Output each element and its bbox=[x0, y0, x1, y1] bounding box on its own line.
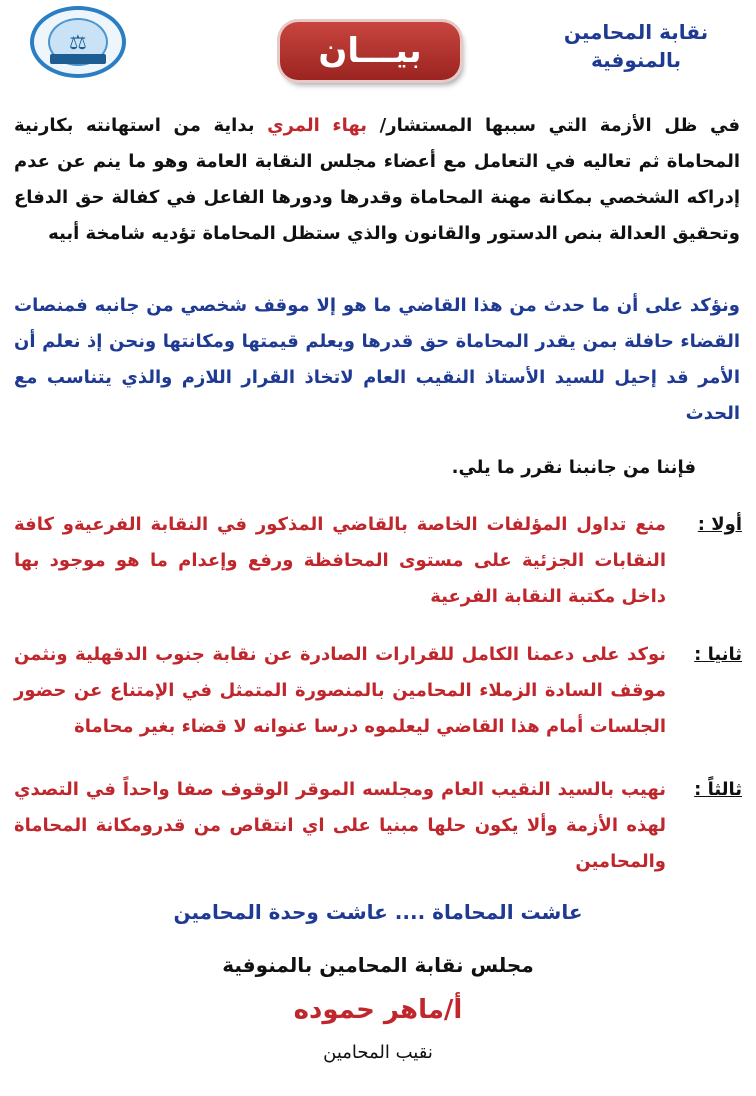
counselor-name: بهاء المري bbox=[267, 115, 368, 136]
paragraph-intro bbox=[14, 108, 740, 252]
decision-intro: فإننا من جانبنا نقرر ما يلي. bbox=[451, 457, 696, 478]
decision-item-1 bbox=[14, 507, 742, 615]
decision-item-label: أولا : bbox=[697, 514, 742, 535]
decision-item-2 bbox=[14, 637, 742, 745]
decision-item-text: نهيب بالسيد النقيب العام ومجلسه الموقر الوقوف صفا واحداً في التصدي لهذه الأزمة وألا يكون حلها مبنيا على اي انتقاص من قدرومكانة المحاماة والمحامين bbox=[14, 779, 666, 872]
decision-item-label: ثانيا : bbox=[694, 644, 742, 665]
header bbox=[0, 0, 756, 100]
statement-title: بيـــان bbox=[280, 22, 460, 80]
decision-item-3 bbox=[14, 772, 742, 880]
org-name bbox=[556, 18, 716, 74]
signatory-position: نقيب المحامين bbox=[323, 1042, 433, 1063]
slogan: عاشت المحاماة .... عاشت وحدة المحامين bbox=[173, 900, 583, 924]
org-name-line2: بالمنوفية bbox=[590, 48, 682, 72]
paragraph-intro-after: بداية من استهانته بكارنية المحاماة ثم تعاليه في التعامل مع أعضاء مجلس النقابة العامة وهو ما ينم عن عدم إدراكه الشخصي بمكانة مهنة المحاماة وقدرها ودورها الفاعل في كفالة حق الدفاع وتحقيق العدالة بنص الدستور والقانون والذي ستظل المحاماة تؤديه شامخة أبيه bbox=[14, 115, 740, 244]
signatory-name: أ/ماهر حموده bbox=[293, 995, 463, 1025]
decision-item-text: نوكد على دعمنا الكامل للقرارات الصادرة عن نقابة جنوب الدقهلية ونثمن موقف السادة الزملاء المحامين بالمنصورة المتمثل في الإمتناع عن حضور الجلسات أمام هذا القاضي ليعلموه درسا عنوانه لا قضاء بغير محاماة bbox=[14, 644, 666, 737]
council-name: مجلس نقابة المحامين بالمنوفية bbox=[222, 953, 534, 977]
decision-item-label: ثالثاً : bbox=[694, 779, 742, 800]
paragraph-affirmation: ونؤكد على أن ما حدث من هذا القاضي ما هو إلا موقف شخصي من جانبه فمنصات القضاء حافلة بمن يقدر المحاماة حق قدرها ويعلم قيمتها ومكانتها ونحن إذ نعلم أن الأمر قد إحيل للسيد الأستاذ النقيب العام لاتخاذ القرار اللازم والذي يتناسب مع الحدث bbox=[14, 295, 740, 424]
bar-association-logo-icon bbox=[30, 6, 126, 78]
logo-band bbox=[50, 54, 106, 64]
org-name-line1: نقابة المحامين bbox=[563, 20, 709, 44]
scales-icon: ⚖ bbox=[69, 30, 87, 54]
decision-item-text: منع تداول المؤلفات الخاصة بالقاضي المذكور في النقابة الفرعيةو كافة النقابات الجزئية على مستوى المحافظة ورفع وإعدام ما هو موجود بها داخل مكتبة النقابة الفرعية bbox=[14, 514, 666, 607]
paragraph-intro-before: في ظل الأزمة التي سببها المستشار/ bbox=[367, 115, 740, 136]
